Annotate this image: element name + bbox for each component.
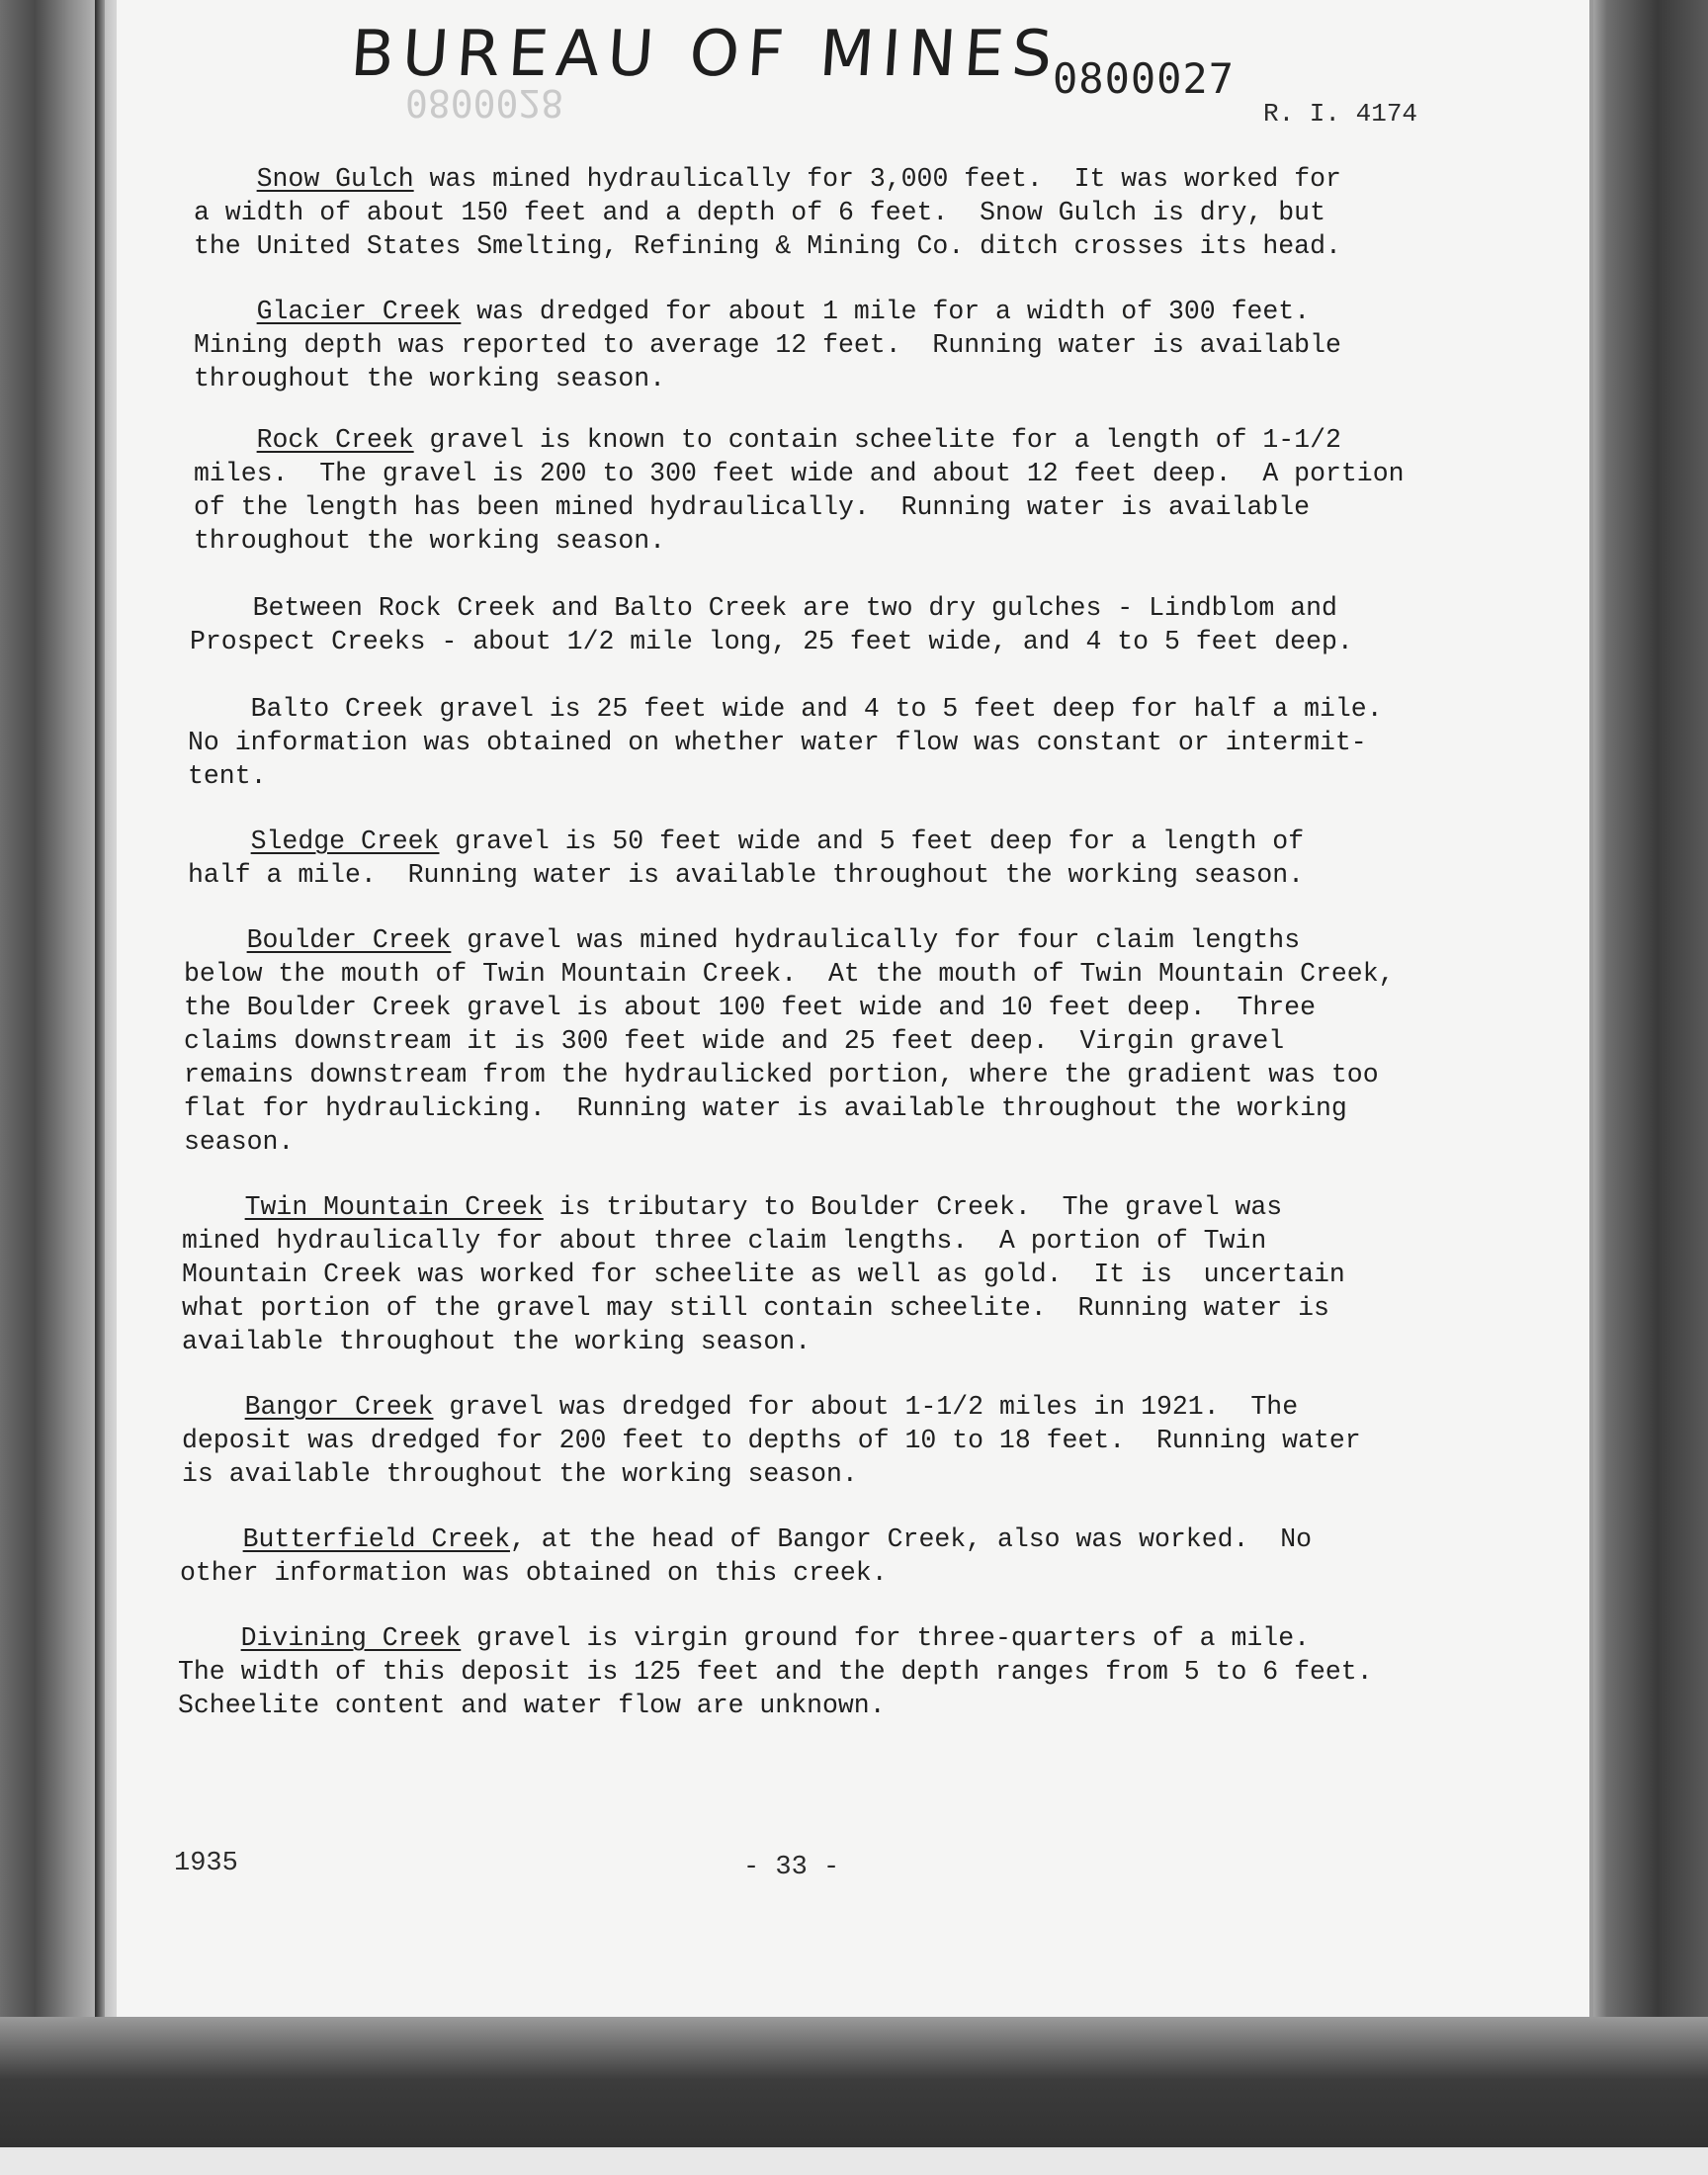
section-title: Bangor Creek: [244, 1392, 434, 1422]
text-line: flat for hydraulicking. Running water is available throughout the working: [184, 1093, 1347, 1123]
text-line: is tributary to Boulder Creek. The gravel was: [543, 1192, 1283, 1222]
text-line: below the mouth of Twin Mountain Creek. At the mouth of Twin Mountain Creek,: [184, 959, 1395, 989]
text-line: claims downstream it is 300 feet wide and 25 feet deep. Virgin gravel: [184, 1026, 1285, 1056]
text-line: No information was obtained on whether water flow was constant or intermit-: [188, 728, 1367, 757]
section-title: Glacier Creek: [256, 297, 462, 326]
paragraph-sledge-creek: [188, 825, 1304, 892]
binding-edge: [95, 0, 105, 2175]
handwritten-stamp-title: BUREAU OF MINES: [348, 18, 1063, 91]
section-title: Rock Creek: [256, 425, 414, 455]
text-line: a width of about 150 feet and a depth of 6 feet. Snow Gulch is dry, but: [194, 198, 1325, 227]
right-edge-shadow: [1581, 0, 1708, 2175]
text-line: other information was obtained on this creek.: [180, 1558, 888, 1588]
ghost-stamp-number: 0800028: [405, 81, 564, 125]
section-title: Butterfield Creek: [242, 1524, 510, 1554]
text-line: the Boulder Creek gravel is about 100 feet wide and 10 feet deep. Three: [184, 993, 1316, 1022]
page-number: - 33 -: [743, 1853, 840, 1882]
paragraph-balto-creek: [188, 692, 1383, 793]
paragraph-dry-gulches: [190, 591, 1353, 658]
text-line: remains downstream from the hydraulicked portion, where the gradient was too: [184, 1060, 1379, 1089]
text-line: available throughout the working season.: [182, 1327, 811, 1356]
text-line: The width of this deposit is 125 feet and the depth ranges from 5 to 6 feet.: [178, 1657, 1373, 1687]
text-line: what portion of the gravel may still contain scheelite. Running water is: [182, 1293, 1329, 1323]
section-title: Twin Mountain Creek: [244, 1192, 544, 1222]
text-line: of the length has been mined hydraulically. Running water is available: [194, 492, 1311, 522]
section-title: Boulder Creek: [246, 925, 452, 955]
text-line: gravel is known to contain scheelite for a length of 1-1/2: [413, 425, 1341, 455]
text-line: gravel was mined hydraulically for four claim lengths: [451, 925, 1301, 955]
section-title: Divining Creek: [240, 1623, 462, 1653]
text-line: mined hydraulically for about three claim lengths. A portion of Twin: [182, 1226, 1267, 1256]
paragraph-rock-creek: [194, 423, 1405, 558]
text-line: Mountain Creek was worked for scheelite as well as gold. It is uncertain: [182, 1260, 1345, 1289]
section-title: Sledge Creek: [250, 826, 440, 856]
text-line: tent.: [188, 761, 267, 791]
text-line: gravel is virgin ground for three-quarters of a mile.: [461, 1623, 1311, 1653]
paragraph-butterfield-creek: [180, 1522, 1312, 1590]
paragraph-glacier-creek: [194, 295, 1341, 395]
text-line: Prospect Creeks - about 1/2 mile long, 25 feet wide, and 4 to 5 feet deep.: [190, 627, 1353, 656]
text-line: was dredged for about 1 mile for a width of 300 feet.: [461, 297, 1311, 326]
text-line: is available throughout the working season.: [182, 1459, 858, 1489]
bottom-strip: [0, 2147, 1708, 2175]
text-line: gravel was dredged for about 1-1/2 miles in 1921. The: [433, 1392, 1299, 1422]
text-line: Balto Creek gravel is 25 feet wide and 4 to 5 feet deep for half a mile.: [250, 694, 1383, 724]
text-line: was mined hydraulically for 3,000 feet. It was worked for: [413, 164, 1341, 194]
paragraph-divining-creek: [178, 1621, 1373, 1722]
page-edge-line: [1589, 0, 1593, 2017]
report-id: R. I. 4174: [1263, 99, 1418, 129]
section-title: Snow Gulch: [256, 164, 414, 194]
text-line: gravel is 50 feet wide and 5 feet deep for a length of: [439, 826, 1305, 856]
text-line: season.: [184, 1127, 295, 1157]
text-line: the United States Smelting, Refining & Mining Co. ditch crosses its head.: [194, 231, 1341, 261]
paragraph-bangor-creek: [182, 1390, 1361, 1491]
text-line: miles. The gravel is 200 to 300 feet wide and about 12 feet deep. A portion: [194, 459, 1405, 488]
text-line: throughout the working season.: [194, 526, 666, 556]
text-line: Mining depth was reported to average 12 feet. Running water is available: [194, 330, 1341, 360]
text-line: throughout the working season.: [194, 364, 666, 393]
stamp-number: 0800027: [1053, 54, 1236, 103]
text-line: half a mile. Running water is available throughout the working season.: [188, 860, 1305, 890]
paragraph-snow-gulch: [194, 162, 1341, 263]
footer-year: 1935: [174, 1849, 238, 1878]
paragraph-boulder-creek: [184, 923, 1395, 1159]
text-line: Scheelite content and water flow are unknown.: [178, 1691, 886, 1720]
text-line: , at the head of Bangor Creek, also was worked. No: [509, 1524, 1313, 1554]
paragraph-twin-mountain-creek: [182, 1190, 1345, 1358]
text-line: deposit was dredged for 200 feet to depths of 10 to 18 feet. Running water: [182, 1426, 1361, 1455]
text-line: Between Rock Creek and Balto Creek are two dry gulches - Lindblom and: [252, 593, 1337, 623]
